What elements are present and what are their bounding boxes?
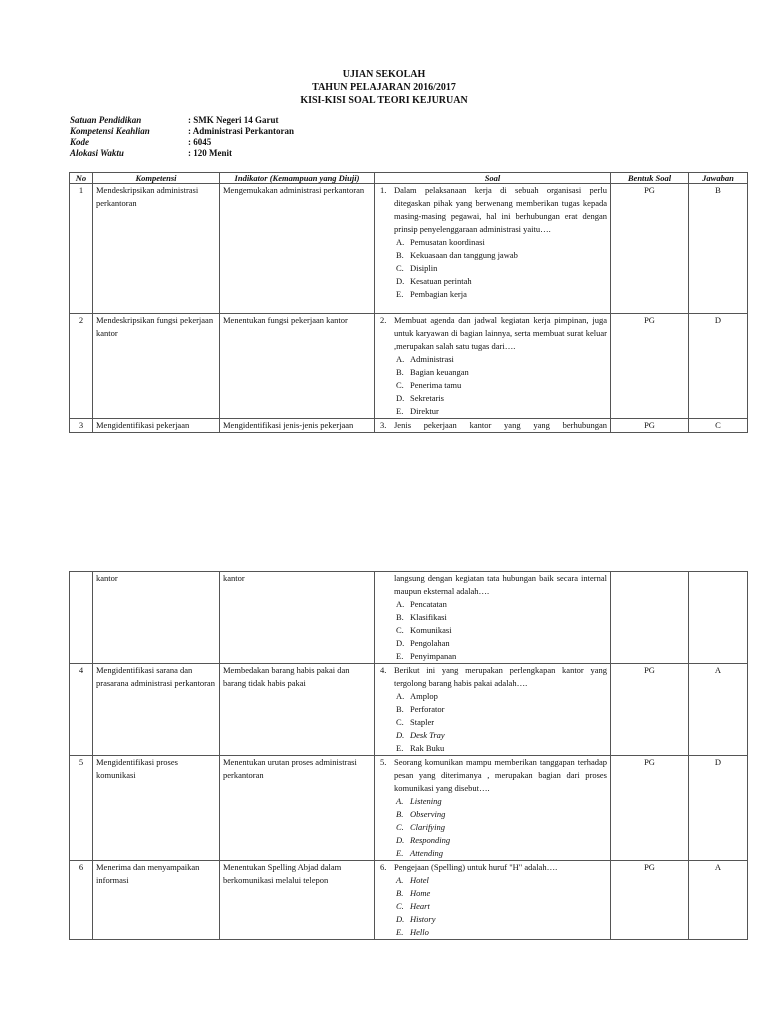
meta-value: : Administrasi Perkantoran bbox=[188, 126, 295, 136]
answer-option: C. Komunikasi bbox=[396, 625, 452, 635]
answer-option: D. Desk Tray bbox=[396, 730, 445, 740]
question bbox=[378, 419, 607, 432]
col-header-bentuk-soal: Bentuk Soal bbox=[611, 173, 689, 184]
row-soal bbox=[375, 314, 611, 419]
row-kompetensi: kantor bbox=[93, 572, 220, 664]
question bbox=[378, 756, 607, 795]
question-number: 6. bbox=[380, 862, 387, 872]
row-bentuk-soal: PG bbox=[611, 664, 689, 756]
row-no: 2 bbox=[70, 314, 93, 419]
question-number: 1. bbox=[380, 185, 387, 195]
row-indikator: Mengemukakan administrasi perkantoran bbox=[220, 184, 375, 314]
answer-option: A. Pemusatan koordinasi bbox=[396, 237, 485, 247]
table-row bbox=[70, 664, 748, 756]
kisi-kisi-table-part-2 bbox=[69, 571, 748, 940]
header-line-1: UJIAN SEKOLAH bbox=[342, 69, 426, 80]
row-bentuk-soal bbox=[611, 572, 689, 664]
answer-option: A. Pencatatan bbox=[396, 599, 447, 609]
question bbox=[378, 861, 607, 874]
col-header-indikator: Indikator (Kemampuan yang Diuji) bbox=[220, 173, 375, 184]
kisi-kisi-table-part-1 bbox=[69, 172, 748, 433]
meta-value: : 120 Menit bbox=[188, 148, 232, 158]
answer-option: A. Listening bbox=[396, 796, 442, 806]
row-jawaban: A bbox=[689, 861, 748, 940]
table-row bbox=[70, 861, 748, 940]
row-no: 3 bbox=[70, 419, 93, 433]
answer-options bbox=[378, 598, 607, 663]
question-number: 3. bbox=[380, 420, 387, 430]
question-text: Berikut ini yang merupakan perlengkapan kantor yang tergolong barang habis pakai adalah…. bbox=[394, 665, 607, 688]
row-indikator: Menentukan Spelling Abjad dalam berkomunikasi melalui telepon bbox=[220, 861, 375, 940]
header-line-3: KISI-KISI SOAL TEORI KEJURUAN bbox=[300, 95, 468, 106]
answer-option: B. Perforator bbox=[396, 704, 445, 714]
question-text: Seorang komunikan mampu memberikan tanggapan terhadap pesan yang diterimanya , merupakan bagian dari proses komunikasi yang disebut…. bbox=[394, 757, 607, 793]
row-soal bbox=[375, 572, 611, 664]
answer-options bbox=[378, 236, 607, 301]
row-soal bbox=[375, 664, 611, 756]
row-indikator: kantor bbox=[220, 572, 375, 664]
answer-option: E. Attending bbox=[396, 848, 444, 858]
question-text: Pengejaan (Spelling) untuk huruf "H" adalah…. bbox=[394, 862, 558, 872]
col-header-jawaban: Jawaban bbox=[689, 173, 748, 184]
header-line-2: TAHUN PELAJARAN 2016/2017 bbox=[312, 82, 456, 93]
answer-option: E. Direktur bbox=[396, 406, 439, 416]
meta-row bbox=[70, 137, 294, 148]
meta-value: : 6045 bbox=[188, 137, 212, 147]
row-no: 1 bbox=[70, 184, 93, 314]
answer-option: A. Amplop bbox=[396, 691, 438, 701]
row-no: 6 bbox=[70, 861, 93, 940]
answer-option: C. Stapler bbox=[396, 717, 435, 727]
meta-key: Satuan Pendidikan bbox=[70, 115, 142, 125]
answer-options bbox=[378, 353, 607, 418]
row-bentuk-soal: PG bbox=[611, 756, 689, 861]
question bbox=[378, 184, 607, 236]
meta-row bbox=[70, 148, 294, 159]
document-header bbox=[0, 68, 768, 107]
meta-key: Kompetensi Keahlian bbox=[70, 126, 150, 136]
answer-option: E. Rak Buku bbox=[396, 743, 445, 753]
answer-option: E. Hello bbox=[396, 927, 429, 937]
question-number: 4. bbox=[380, 665, 387, 675]
meta-value: : SMK Negeri 14 Garut bbox=[188, 115, 279, 125]
row-no: 5 bbox=[70, 756, 93, 861]
answer-options bbox=[378, 874, 607, 939]
question-text: Jenis pekerjaan kantor yang yang berhubungan bbox=[394, 420, 607, 430]
table-row bbox=[70, 756, 748, 861]
row-indikator: Menentukan urutan proses administrasi perkantoran bbox=[220, 756, 375, 861]
col-header-soal: Soal bbox=[375, 173, 611, 184]
answer-option: D. Responding bbox=[396, 835, 451, 845]
question-text: Dalam pelaksanaan kerja di sebuah organisasi perlu ditegaskan pihak yang berwenang memberikan tugas kepada masing-masing pegawai, hal ini berhubungan erat dengan prinsip penyelenggaraan administrasi yaitu…. bbox=[394, 185, 607, 234]
answer-option: B. Observing bbox=[396, 809, 446, 819]
row-jawaban: C bbox=[689, 419, 748, 433]
row-no: 4 bbox=[70, 664, 93, 756]
row-bentuk-soal: PG bbox=[611, 314, 689, 419]
answer-options bbox=[378, 795, 607, 860]
answer-option: E. Pembagian kerja bbox=[396, 289, 467, 299]
row-jawaban: B bbox=[689, 184, 748, 314]
table-header-row bbox=[70, 173, 748, 184]
answer-option: D. History bbox=[396, 914, 436, 924]
meta-key: Kode bbox=[70, 137, 89, 147]
meta-row bbox=[70, 115, 294, 126]
row-kompetensi: Mengidentifikasi pekerjaan bbox=[93, 419, 220, 433]
col-header-kompetensi: Kompetensi bbox=[93, 173, 220, 184]
answer-option: D. Sekretaris bbox=[396, 393, 444, 403]
answer-option: B. Home bbox=[396, 888, 431, 898]
row-bentuk-soal: PG bbox=[611, 184, 689, 314]
question-number: 5. bbox=[380, 757, 387, 767]
question bbox=[378, 572, 607, 598]
answer-option: C. Penerima tamu bbox=[396, 380, 462, 390]
row-no bbox=[70, 572, 93, 664]
question bbox=[378, 664, 607, 690]
table-row bbox=[70, 419, 748, 433]
answer-option: C. Heart bbox=[396, 901, 430, 911]
question-text: Membuat agenda dan jadwal kegiatan kerja pimpinan, juga untuk karyawan di bagian lainnya, serta membuat surat keluar ,merupakan salah satu tugas dari…. bbox=[394, 315, 607, 351]
answer-option: B. Klasifikasi bbox=[396, 612, 447, 622]
row-indikator: Membedakan barang habis pakai dan barang tidak habis pakai bbox=[220, 664, 375, 756]
row-soal bbox=[375, 419, 611, 433]
meta-key: Alokasi Waktu bbox=[70, 148, 124, 158]
row-jawaban bbox=[689, 572, 748, 664]
row-kompetensi: Mengidentifikasi sarana dan prasarana administrasi perkantoran bbox=[93, 664, 220, 756]
row-bentuk-soal: PG bbox=[611, 861, 689, 940]
row-kompetensi: Mendeskripsikan administrasi perkantoran bbox=[93, 184, 220, 314]
answer-option: C. Disiplin bbox=[396, 263, 438, 273]
answer-option: B. Kekuasaan dan tanggung jawab bbox=[396, 250, 518, 260]
row-jawaban: D bbox=[689, 756, 748, 861]
table-row bbox=[70, 572, 748, 664]
answer-option: A. Hotel bbox=[396, 875, 429, 885]
row-kompetensi: Menerima dan menyampaikan informasi bbox=[93, 861, 220, 940]
question bbox=[378, 314, 607, 353]
row-indikator: Mengidentifikasi jenis-jenis pekerjaan bbox=[220, 419, 375, 433]
table-row bbox=[70, 314, 748, 419]
row-soal bbox=[375, 861, 611, 940]
row-kompetensi: Mendeskripsikan fungsi pekerjaan kantor bbox=[93, 314, 220, 419]
answer-option: D. Pengolahan bbox=[396, 638, 450, 648]
answer-option: E. Penyimpanan bbox=[396, 651, 457, 661]
row-jawaban: A bbox=[689, 664, 748, 756]
table-row bbox=[70, 184, 748, 314]
row-soal bbox=[375, 184, 611, 314]
row-kompetensi: Mengidentifikasi proses komunikasi bbox=[93, 756, 220, 861]
answer-option: D. Kesatuan perintah bbox=[396, 276, 472, 286]
question-text: langsung dengan kegiatan tata hubungan baik secara internal maupun eksternal adalah…. bbox=[394, 573, 607, 596]
col-header-no: No bbox=[70, 173, 93, 184]
row-bentuk-soal: PG bbox=[611, 419, 689, 433]
row-soal bbox=[375, 756, 611, 861]
answer-option: C. Clarifying bbox=[396, 822, 445, 832]
document-meta bbox=[70, 115, 294, 159]
answer-option: B. Bagian keuangan bbox=[396, 367, 469, 377]
row-indikator: Menentukan fungsi pekerjaan kantor bbox=[220, 314, 375, 419]
row-jawaban: D bbox=[689, 314, 748, 419]
answer-options bbox=[378, 690, 607, 755]
meta-row bbox=[70, 126, 294, 137]
answer-option: A. Administrasi bbox=[396, 354, 454, 364]
question-number: 2. bbox=[380, 315, 387, 325]
